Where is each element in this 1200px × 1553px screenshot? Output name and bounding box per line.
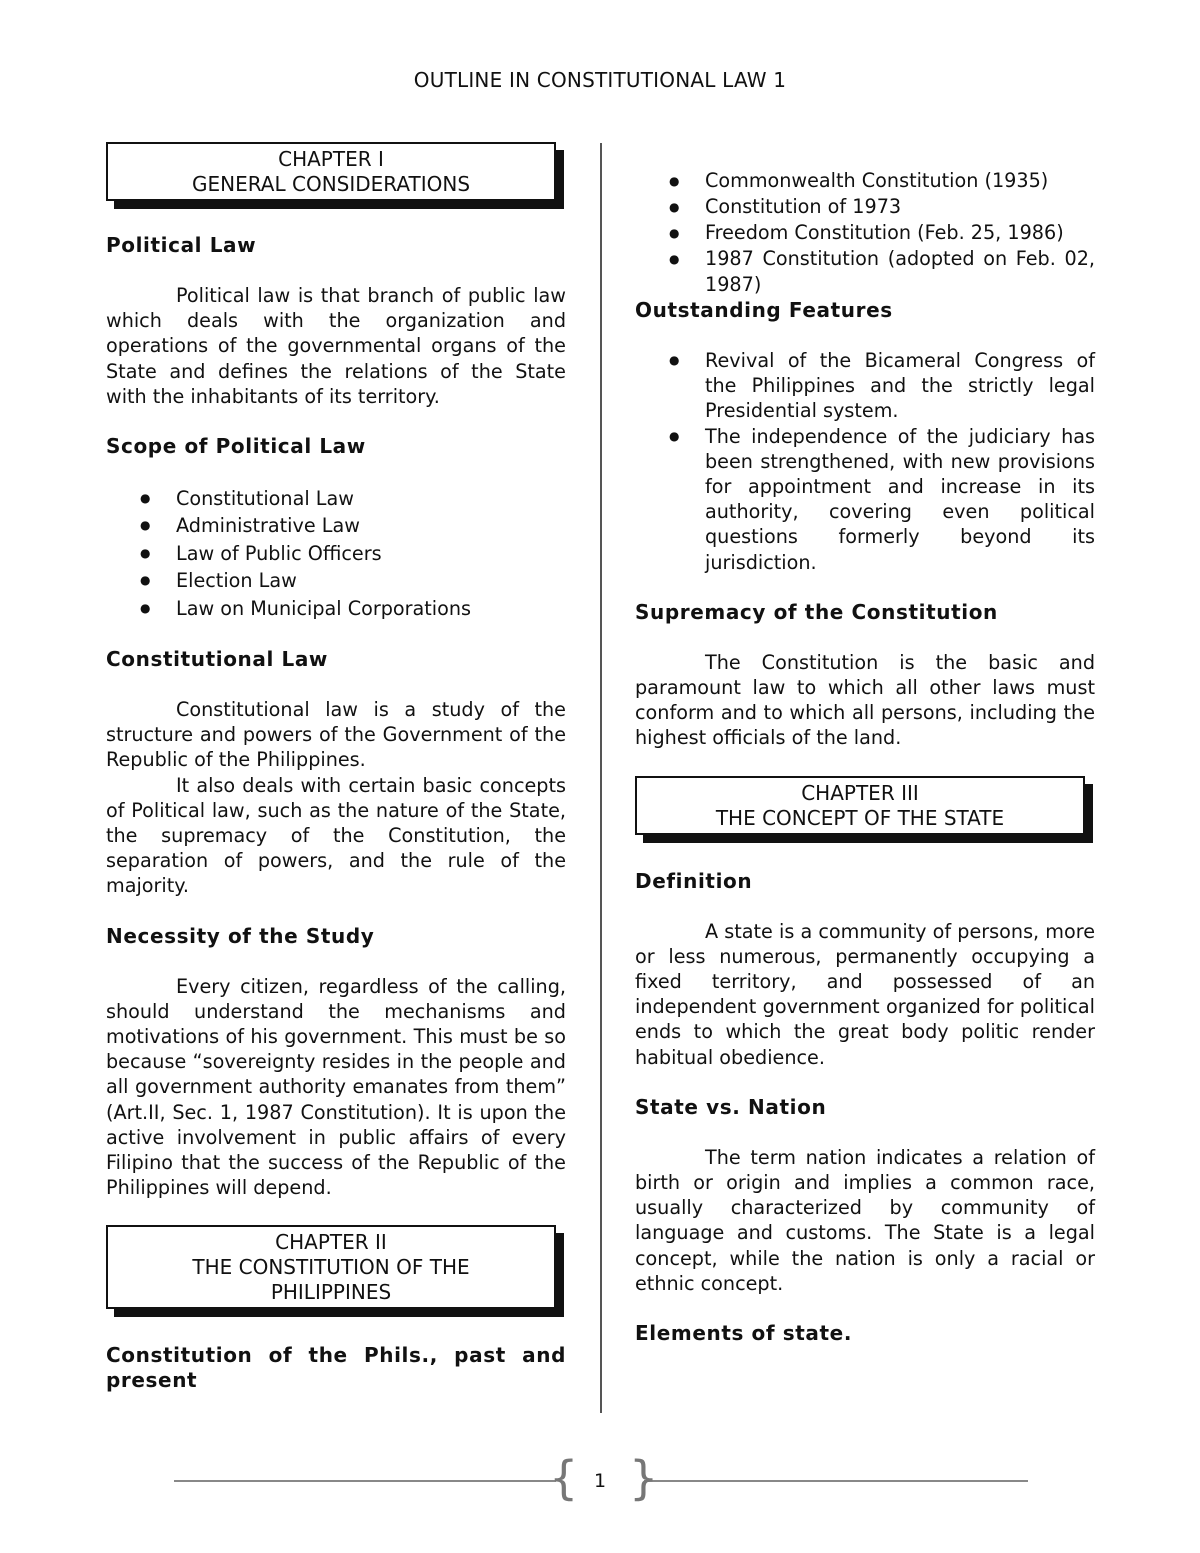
left-column xyxy=(106,142,566,1393)
footer-rule-left xyxy=(174,1480,556,1482)
running-header: OUTLINE IN CONSTITUTIONAL LAW 1 xyxy=(413,68,787,92)
right-brace-icon: } xyxy=(629,1451,659,1505)
state-nation-text: The term nation indicates a relation of birth or origin and implies a common race, usually characterized by community of language and customs. The State is a legal concept, while the nation is only a racial or ethnic concept. xyxy=(635,1145,1095,1295)
right-column xyxy=(635,142,1095,1346)
constitutional-law-text-1: Constitutional law is a study of the structure and powers of the Government of the Republic of the Philippines. xyxy=(106,698,566,772)
heading-scope: Scope of Political Law xyxy=(106,434,366,459)
heading-necessity: Necessity of the Study xyxy=(106,923,375,948)
supremacy-text: The Constitution is the basic and paramount law to which all other laws must conform and to which all persons, including the highest officials of the land. xyxy=(635,650,1095,750)
chapter-1-title: GENERAL CONSIDERATIONS xyxy=(191,172,471,196)
list-item: ● The independence of the judiciary has been strengthened, with new provisions for appointment and increase in its authority, covering even political questions formerly beyond its jurisdiction. xyxy=(635,424,1095,575)
heading-constitutional-law: Constitutional Law xyxy=(106,647,329,672)
heading-supremacy: Supremacy of the Constitution xyxy=(635,599,998,624)
chapter-2-title-line-1: THE CONSTITUTION OF THE xyxy=(192,1254,470,1279)
chapter-2-title-line-2: PHILIPPINES xyxy=(270,1279,392,1304)
features-list xyxy=(635,348,1095,575)
political-law-text: Political law is that branch of public law which deals with the organization and operations of the governmental organs of the State and defines the relations of the State with the inhabitants of its territory. xyxy=(106,284,566,408)
chapter-1-box xyxy=(106,142,556,201)
list-item: ● Revival of the Bicameral Congress of the Philippines and the strictly legal Presidential system. xyxy=(635,348,1095,424)
definition-text: A state is a community of persons, more or less numerous, permanently occupying a fixed territory, and possessed of an independent government organized for political ends to which the great body politic render habitual obedience. xyxy=(635,919,1095,1069)
list-item: ● Constitutional Law xyxy=(106,485,566,512)
chapter-2-box xyxy=(106,1225,556,1309)
heading-features: Outstanding Features xyxy=(635,298,893,322)
chapter-3-number: CHAPTER III xyxy=(801,780,919,805)
footer-rule-right xyxy=(644,1480,1028,1482)
constitutions-list xyxy=(635,168,1095,298)
heading-definition: Definition xyxy=(635,868,753,893)
list-item: ● Freedom Constitution (Feb. 25, 1986) xyxy=(635,220,1095,246)
list-item: ● Law on Municipal Corporations xyxy=(106,595,566,622)
necessity-text: Every citizen, regardless of the calling, should understand the mechanisms and motivations of his government. This must be so because “sovereignty resides in the people and all government authority emanates from them” (Art.II, Sec. 1, 1987 Constitution). It is upon the active involvement in public affairs of every Filipino that the success of the Republic of the Philippines will depend. xyxy=(106,974,566,1200)
chapter-3-title: THE CONCEPT OF THE STATE xyxy=(715,805,1005,830)
list-item: ● Administrative Law xyxy=(106,512,566,539)
scope-list xyxy=(106,485,566,622)
column-divider xyxy=(600,143,602,1413)
chapter-3-box xyxy=(635,776,1085,835)
heading-elements: Elements of state. xyxy=(635,1321,853,1346)
heading-political-law: Political Law xyxy=(106,233,257,257)
list-item: ● Constitution of 1973 xyxy=(635,194,1095,220)
page-number: 1 xyxy=(593,1470,607,1492)
heading-state-nation: State vs. Nation xyxy=(635,1094,827,1119)
left-brace-icon: { xyxy=(549,1451,579,1505)
chapter-1-number: CHAPTER I xyxy=(278,147,384,171)
list-item: ● 1987 Constitution (adopted on Feb. 02, 1987) xyxy=(635,246,1095,298)
list-item: ● Commonwealth Constitution (1935) xyxy=(635,168,1095,194)
heading-past-present: Constitution of the Phils., past and present xyxy=(106,1342,566,1392)
chapter-2-number: CHAPTER II xyxy=(275,1229,387,1254)
list-item: ● Election Law xyxy=(106,567,566,594)
list-item: ● Law of Public Officers xyxy=(106,540,566,567)
constitutional-law-text-2: It also deals with certain basic concepts of Political law, such as the nature of the State, the supremacy of the Constitution, the separation of powers, and the rule of the majority. xyxy=(106,773,566,898)
